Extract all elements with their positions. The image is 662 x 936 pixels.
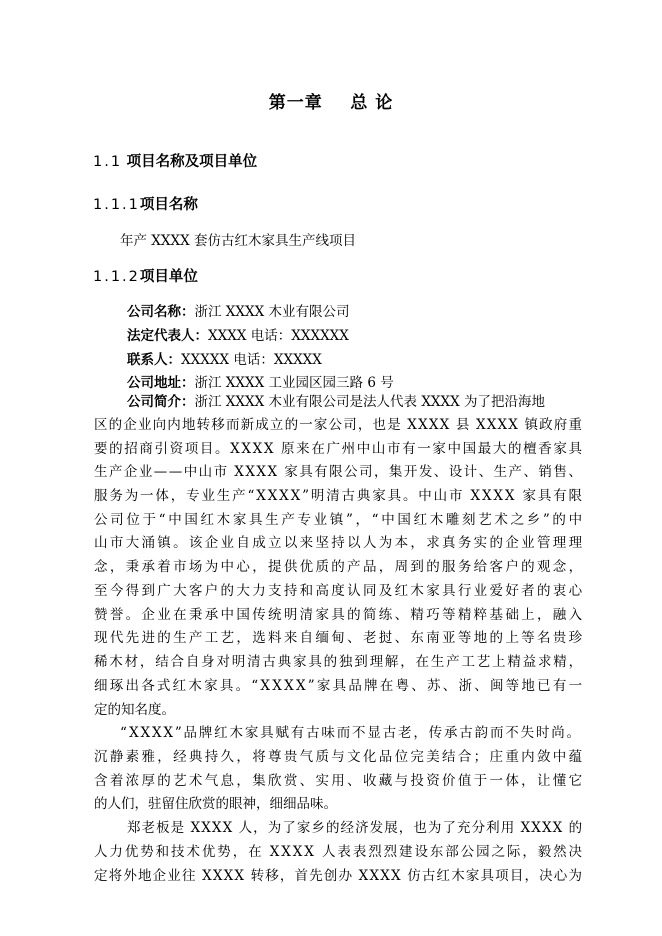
paragraph-line: 沉静素雅，经典持久，将尊贵气质与文化品位完美结合；庄重内敛中蕴 bbox=[94, 749, 585, 765]
section-heading-1-1-1 bbox=[93, 193, 198, 214]
paragraph-line: 服务为一体，专业生产“XXXX”明清古典家具。中山市 XXXX 家具有限 bbox=[94, 488, 584, 504]
field-value: XXXXX 电话：XXXXX bbox=[181, 352, 322, 368]
paragraph-line: 念，秉承着市场为中心，提供优质的产品，周到的服务给客户的观念， bbox=[94, 559, 585, 575]
paragraph-line: 山市大涌镇。该企业自成立以来坚持以人为本，求真务实的企业管理理 bbox=[94, 535, 585, 551]
paragraph-line: 的人们，驻留住欣赏的眼神，细细品味。 bbox=[94, 796, 337, 812]
intro-row bbox=[127, 390, 545, 410]
field-label: 公司简介： bbox=[127, 394, 195, 410]
field-value: 浙江 XXXX 木业有限公司是法人代表 XXXX 为了把沿海地 bbox=[194, 394, 546, 410]
paragraph-line: 至今得到广大客户的大力支持和高度认同及红木家具行业爱好者的衷心 bbox=[94, 583, 585, 599]
paragraph-line: 赞誉。企业在秉承中国传统明清家具的简练、精巧等精粹基础上，融入 bbox=[94, 607, 585, 623]
paragraph-line: 含着浓厚的艺术气息，集欣赏、实用、收藏与投资价值于一体，让懂它 bbox=[94, 773, 585, 789]
legal-rep-row bbox=[127, 324, 349, 344]
section-title: 项目单位 bbox=[139, 269, 198, 285]
contact-row bbox=[127, 348, 322, 368]
field-label: 联系人： bbox=[127, 352, 181, 368]
field-label: 公司名称： bbox=[127, 304, 195, 320]
chapter-title: 第一章 总 论 bbox=[268, 93, 394, 113]
project-name-text: 年产 XXXX 套仿古红木家具生产线项目 bbox=[120, 233, 357, 249]
field-label: 法定代表人： bbox=[127, 328, 208, 344]
section-heading-1-1-2 bbox=[93, 265, 198, 286]
field-value: 浙江 XXXX 木业有限公司 bbox=[194, 304, 350, 320]
paragraph-line: 公司位于“中国红木家具生产专业镇”，“中国红木雕刻艺术之乡”的中 bbox=[94, 512, 585, 528]
paragraph-line: 稀木材，结合自身对明清古典家具的独到理解，在生产工艺上精益求精， bbox=[94, 654, 584, 670]
field-value: 浙江 XXXX 工业园区园三路 6 号 bbox=[194, 375, 394, 391]
section-title: 项目名称 bbox=[139, 197, 198, 213]
field-value: XXXX 电话：XXXXXX bbox=[208, 328, 349, 344]
paragraph-line: 现代先进的生产工艺，选料来自缅甸、老挝、东南亚等地的上等名贵珍 bbox=[94, 630, 585, 646]
company-name-row bbox=[127, 300, 350, 320]
section-number: 1.1.1 bbox=[93, 197, 140, 213]
section-title: 项目名称及项目单位 bbox=[126, 154, 258, 170]
paragraph-line: 定将外地企业往 XXXX 转移，首先创办 XXXX 仿古红木家具项目，决心为 bbox=[94, 868, 584, 884]
section-number: 1.1.2 bbox=[93, 269, 140, 285]
address-row bbox=[127, 371, 394, 391]
paragraph-line: 区的企业向内地转移而新成立的一家公司，也是 XXXX 县 XXXX 镇政府重 bbox=[94, 417, 584, 433]
field-label: 公司地址： bbox=[127, 375, 195, 391]
paragraph-line: 人力优势和技术优势，在 XXXX 人表表烈烈建设东部公园之际，毅然决 bbox=[94, 844, 584, 860]
paragraph-line: 生产企业——中山市 XXXX 家具有限公司，集开发、设计、生产、销售、 bbox=[94, 464, 584, 480]
paragraph-line: 细琢出各式红木家具。“XXXX”家具品牌在粤、苏、浙、闽等地已有一 bbox=[94, 678, 585, 694]
section-heading-1-1 bbox=[93, 150, 257, 171]
section-number: 1.1 bbox=[93, 154, 123, 170]
paragraph-line: “XXXX”品牌红木家具赋有古味而不显古老，传承古韵而不失时尚。 bbox=[120, 725, 582, 741]
paragraph-line: 定的知名度。 bbox=[94, 702, 175, 718]
paragraph-line: 要的招商引资项目。XXXX 原来在广州中山市有一家中国最大的檀香家具 bbox=[94, 441, 584, 457]
paragraph-line: 郑老板是 XXXX 人，为了家乡的经济发展，也为了充分利用 XXXX 的 bbox=[127, 820, 584, 836]
